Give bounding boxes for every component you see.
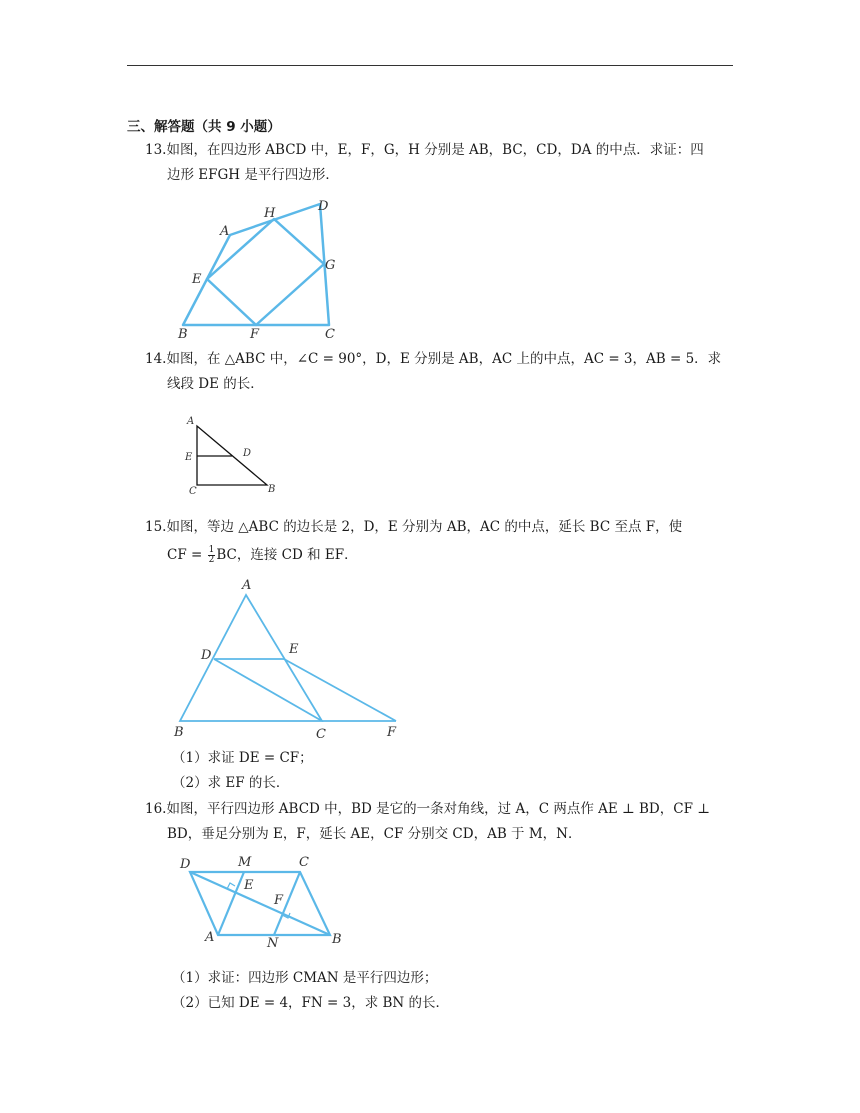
- q14-number: 14.: [145, 351, 167, 367]
- q15-line1: [145, 517, 682, 537]
- q13-label-b: B: [178, 327, 188, 342]
- q13-label-c: C: [325, 327, 335, 342]
- q13-label-g: G: [325, 258, 336, 273]
- q16-sub2: （2）已知 DE = 4，FN = 3，求 BN 的长．: [172, 995, 450, 1011]
- q15-label-a: A: [242, 578, 252, 593]
- q16-label-e: E: [244, 878, 254, 893]
- q16-text-2: BD，垂足分别为 E，F，延长 AE，CF 分别交 CD，AB 于 M，N．: [167, 826, 582, 842]
- q15-segment-ef: [284, 659, 396, 721]
- q16-label-c: C: [299, 855, 309, 870]
- q15-text-2b: BC，连接 CD 和 EF．: [216, 547, 358, 563]
- q14-text-2: 线段 DE 的长．: [167, 376, 264, 392]
- q16-figure: [178, 852, 358, 952]
- q15-label-f: F: [387, 725, 397, 740]
- q13-number: 13.: [145, 142, 167, 158]
- q13-label-h: H: [264, 206, 276, 221]
- q15-label-e: E: [289, 642, 299, 657]
- q13-label-f: F: [250, 327, 260, 342]
- q14-figure: [180, 410, 290, 500]
- q15-label-d: D: [201, 648, 212, 663]
- q15-frac-den: 2: [208, 555, 215, 565]
- q14-label-b: B: [268, 484, 276, 495]
- q15-segment-cd: [214, 659, 322, 721]
- q13-label-a: A: [220, 224, 230, 239]
- q15-text-2a: CF =: [167, 547, 207, 563]
- q15-frac-num: 1: [208, 545, 215, 555]
- q16-text-1: 如图，平行四边形 ABCD 中，BD 是它的一条对角线，过 A，C 两点作 AE ⊥ BD，CF ⊥: [166, 801, 710, 817]
- q13-line1: [145, 140, 704, 160]
- q16-label-a: A: [205, 930, 215, 945]
- q14-line1: [145, 349, 721, 369]
- q16-diagonal-bd: [190, 872, 330, 935]
- q16-sub1: （1）求证：四边形 CMAN 是平行四边形；: [172, 970, 438, 986]
- q16-label-d: D: [180, 857, 191, 872]
- q13-figure: [170, 195, 350, 345]
- q16-label-b: B: [332, 932, 342, 947]
- q14-text-1: 如图，在 △ABC 中，∠C = 90°，D，E 分别是 AB，AC 上的中点，AC = 3，AB = 5．求: [166, 351, 722, 367]
- q16-label-m: M: [238, 855, 252, 870]
- q13-quad-abcd: [183, 204, 329, 325]
- q14-label-e: E: [185, 452, 193, 463]
- q13-text-2: 边形 EFGH 是平行四边形．: [167, 167, 339, 183]
- q16-label-n: N: [267, 936, 279, 951]
- q16-line1: [145, 799, 710, 819]
- q16-number: 16.: [145, 801, 167, 817]
- q15-text-1: 如图，等边 △ABC 的边长是 2，D，E 分别为 AB，AC 的中点，延长 BC 至点 F，使: [166, 519, 683, 535]
- q13-text-1: 如图，在四边形 ABCD 中，E，F，G，H 分别是 AB，BC，CD，DA 的中点．求证：四: [166, 142, 704, 158]
- header-rule: [127, 65, 733, 66]
- q13-label-d: D: [318, 199, 329, 214]
- q15-number: 15.: [145, 519, 167, 535]
- q14-label-a: A: [187, 416, 195, 427]
- q16-segment-am: [218, 872, 244, 935]
- q16-label-f: F: [274, 893, 284, 908]
- q15-figure: [168, 575, 408, 745]
- q13-label-e: E: [192, 272, 202, 287]
- q14-label-d: D: [243, 448, 252, 459]
- q14-label-c: C: [189, 486, 197, 497]
- q15-sub2: （2）求 EF 的长．: [172, 775, 290, 791]
- q15-line2: [167, 545, 358, 565]
- q15-fraction: [208, 546, 216, 565]
- q15-label-c: C: [316, 727, 326, 742]
- q15-label-b: B: [174, 725, 184, 740]
- section-title: 三、解答题（共 9 小题）: [127, 119, 281, 135]
- q15-sub1: （1）求证 DE = CF；: [172, 750, 313, 766]
